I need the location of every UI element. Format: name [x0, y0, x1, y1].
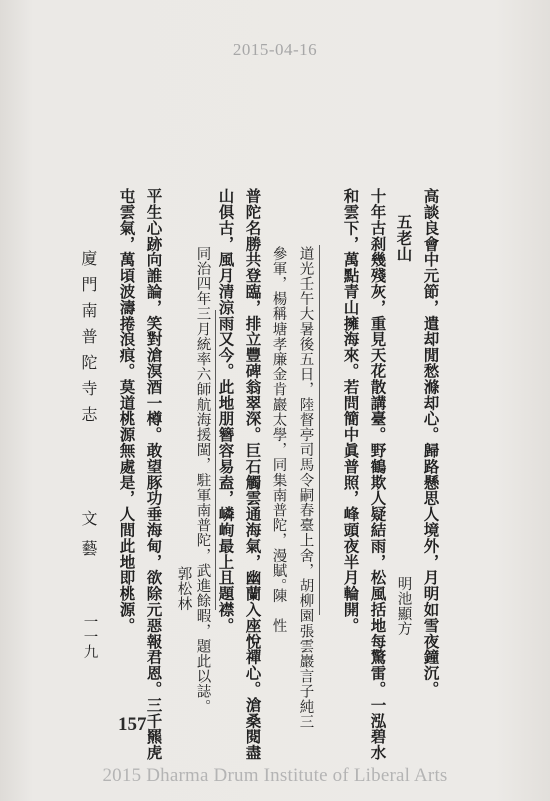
- poem-line-6: 平生心跡向誰論，笑對滄溟酒一樽。敢望豚功垂海甸，欲除元惡報君恩。三千羆虎: [144, 188, 164, 761]
- section-label: 文藝: [79, 510, 98, 570]
- author-guanghu: 陳 性: [270, 588, 287, 634]
- poem-title-wuloshan: 五老山: [394, 214, 414, 262]
- folio-number: 一一九: [81, 614, 98, 660]
- preface-line-2: 參軍，楊稱塘孝廉金肯巖太學，同集南普陀，漫賦。: [270, 246, 287, 594]
- poem-line-2: 十年古刹幾殘灰，重見天花散講臺。野鶴欺人疑結雨，松風括地每驚雷。一泓碧水: [368, 188, 388, 761]
- author-wuloshan: 明池顯方: [395, 576, 412, 637]
- date-stamp: 2015-04-16: [232, 40, 318, 59]
- author-tongzhi: 郭松林: [175, 566, 192, 612]
- poem-line-4: 普陀名勝共登臨，排立豐碑翁翠深。巨石觸雲通海氣，幽蘭入座悅禪心。滄桑閱盡: [243, 188, 263, 761]
- poem-line-3: 和雲下，萬點青山擁海來。若問簡中眞普照，峰頭夜半月輪開。: [341, 188, 361, 634]
- text-rule-2: [215, 310, 216, 610]
- poem-line-5: 山俱古，風月清涼雨又今。此地朋簪容易盍，嶙峋最上且題襟。: [216, 188, 236, 634]
- poem-line-1: 高談良會中元節，遣却閒愁滌却心。歸路懸思人境外，月明如雪夜鐘沉。: [421, 188, 441, 697]
- poem-line-7: 屯雲氣，萬頃波濤捲浪痕。莫道桃源無處是，人間此地即桃源。: [117, 188, 137, 634]
- page-number: 157: [118, 714, 147, 735]
- preface-tongzhi: 同治四年三月統率六師航海援閩，駐軍南普陀，武進餘暇，題此以誌。: [194, 246, 211, 715]
- text-rule-1: [319, 245, 320, 615]
- watermark: 2015 Dharma Drum Institute of Liberal Arts: [102, 765, 448, 786]
- preface-line-1: 道光壬午大暑後五日，陸督亭司馬令嗣春臺上舍，胡柳園張雲巖言子純三: [297, 246, 314, 730]
- book-title: 廈門南普陀寺志: [79, 250, 98, 432]
